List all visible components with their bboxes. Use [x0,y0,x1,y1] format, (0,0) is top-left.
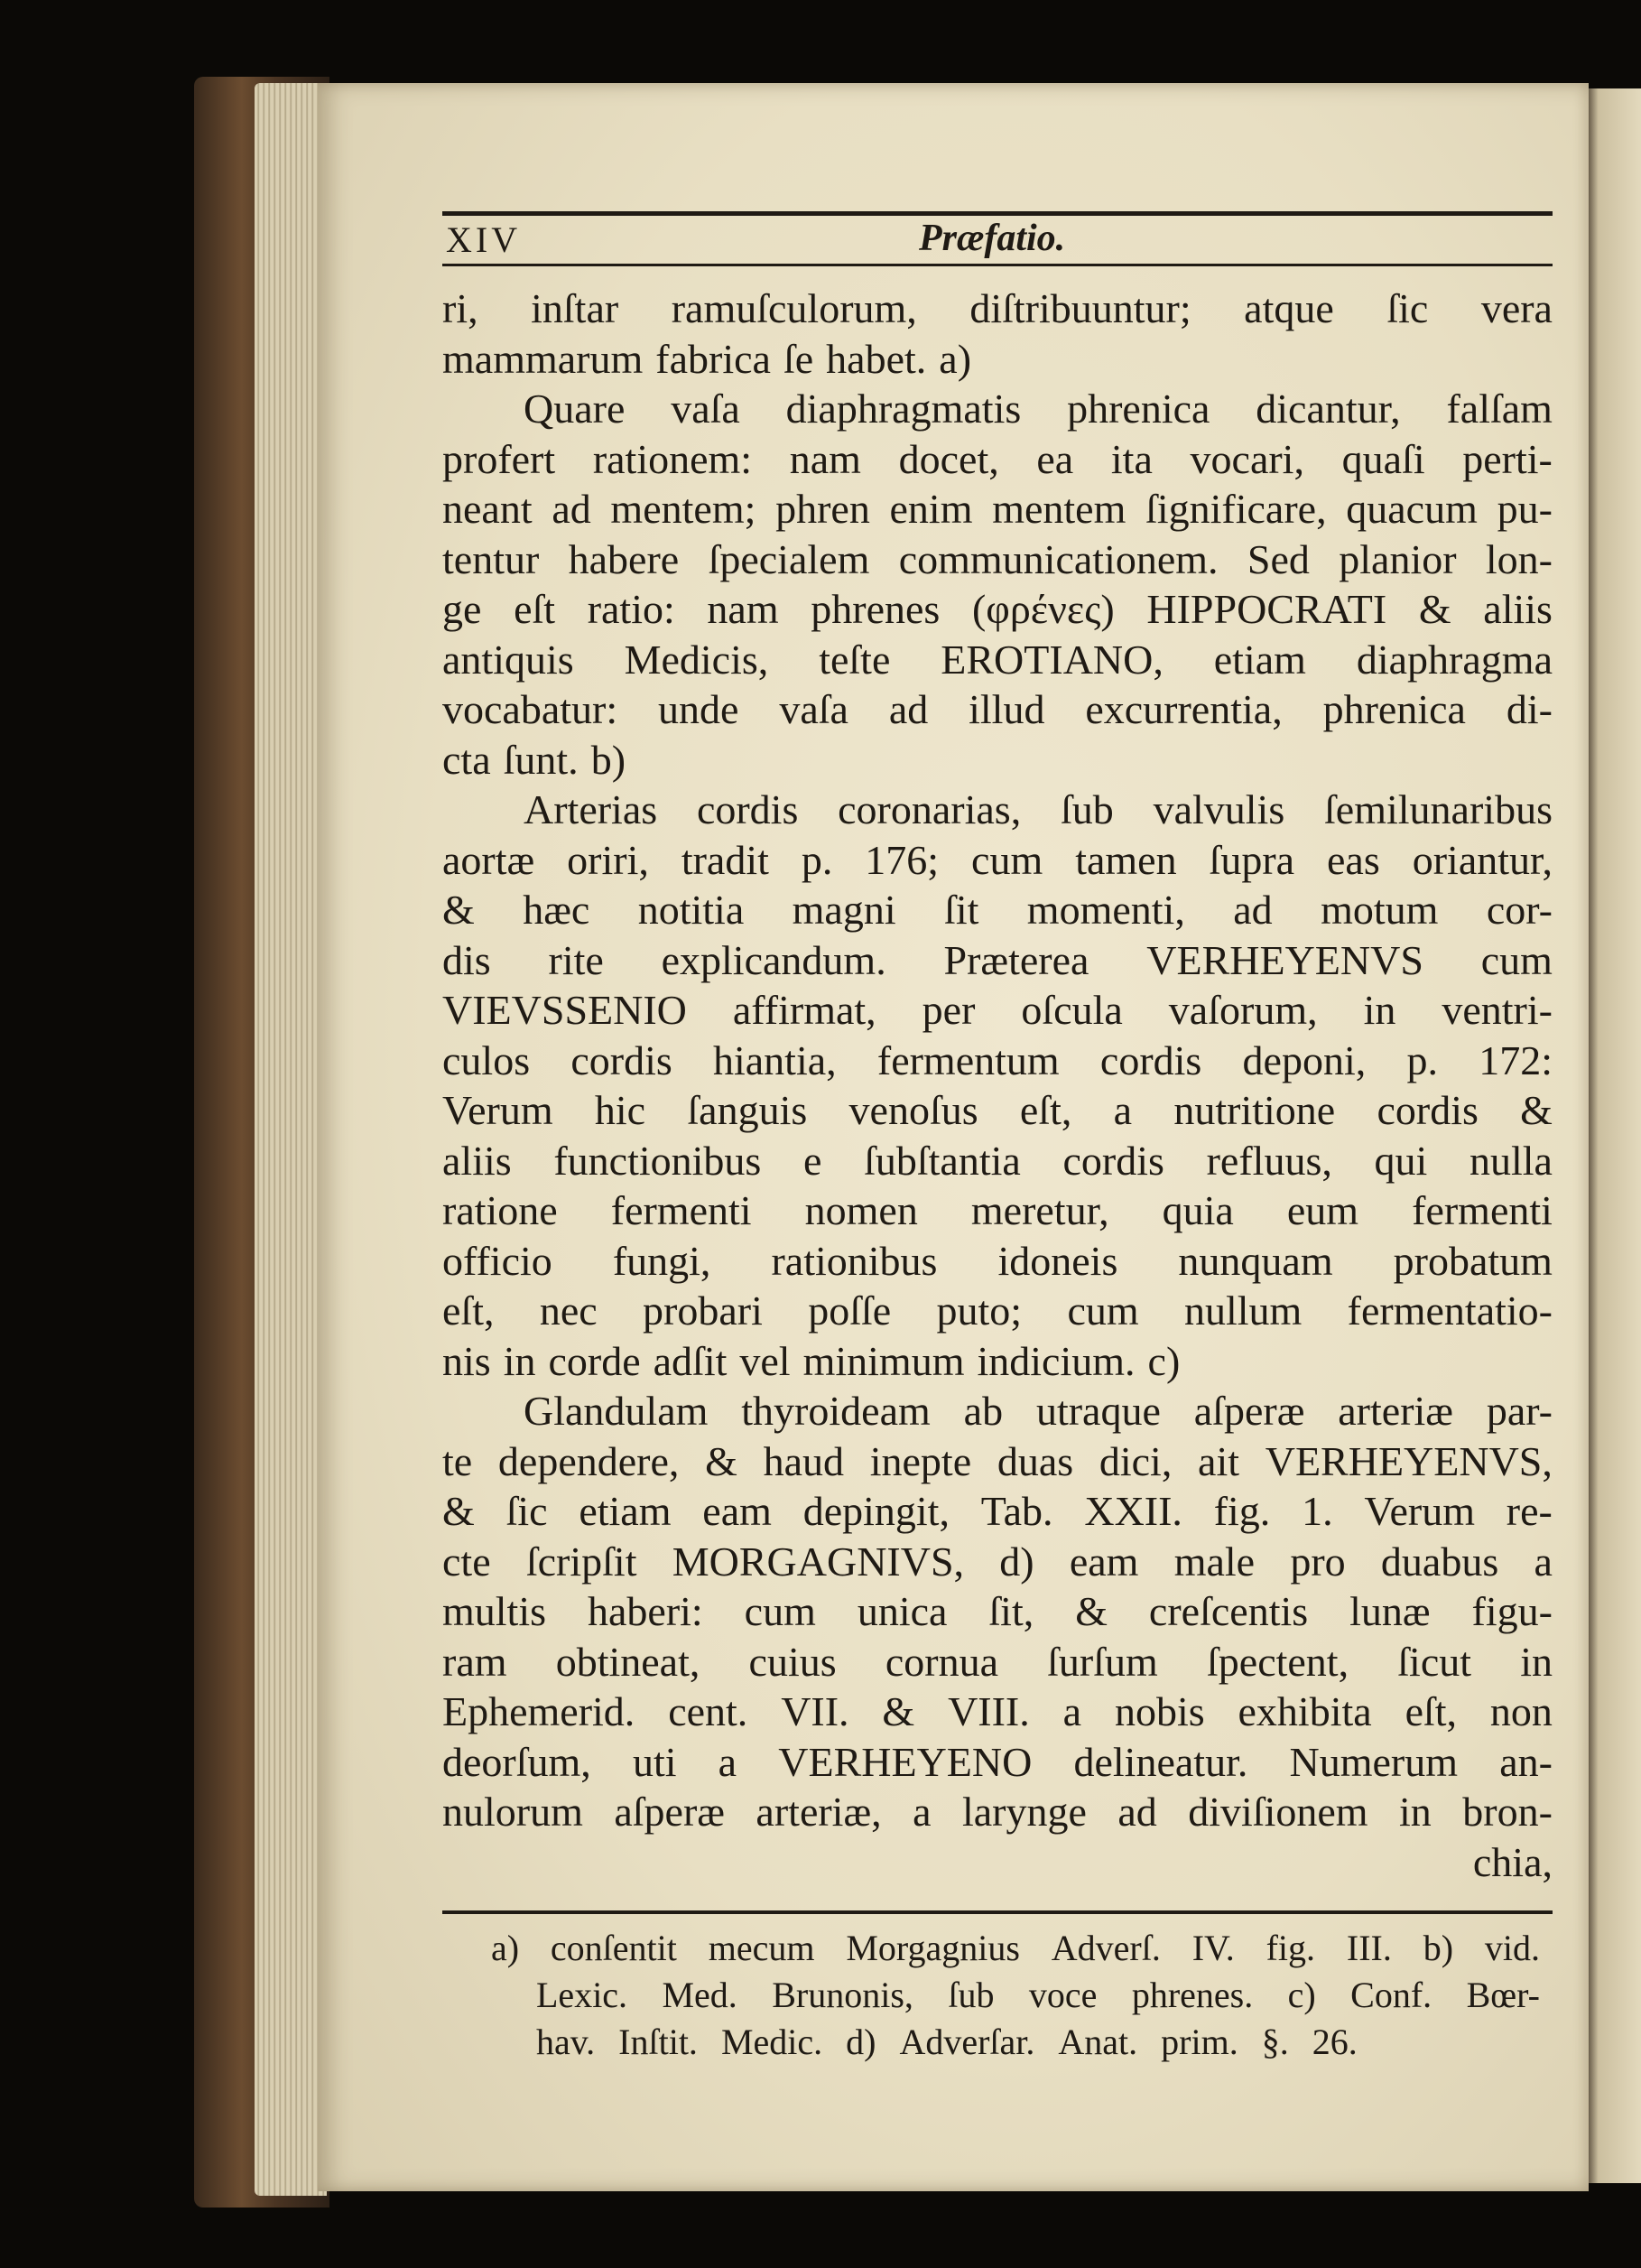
footnote-line: Lexic. Med. Brunonis, ſub voce phrenes. c) Conf. Bœr- [536,1975,1540,2015]
page-number: XIV [446,219,522,260]
text-line: chia, [1472,1838,1553,1885]
text-line: eſt, nec probari poſſe puto; cum nullum fermentatio- [442,1287,1553,1334]
text-line: ri, inſtar ramuſculorum, diſtribuuntur; atque ſic vera [442,285,1553,331]
text-line: multis haberi: cum unica ſit, & creſcentis lunæ figu- [442,1588,1553,1634]
text-line: Glandulam thyroideam ab utraque aſperæ arteriæ par- [524,1388,1553,1434]
header-rule-bottom [442,264,1553,266]
text-line: aortæ oriri, tradit p. 176; cum tamen ſupra eas oriantur, [442,836,1553,883]
main-text [442,284,1553,1887]
text-line: culos cordis hiantia, fermentum cordis deponi, p. 172: [442,1036,1553,1083]
text-line: aliis functionibus e ſubſtantia cordis refluus, qui nulla [442,1137,1553,1184]
text-line: Ephemerid. cent. VII. & VIII. a nobis exhibita eſt, non [442,1688,1553,1734]
text-line: deorſum, uti a VERHEYENO delineatur. Numerum an- [442,1738,1553,1785]
page-edges [255,83,327,2196]
text-line: ratione fermenti nomen meretur, quia eum fermenti [442,1187,1553,1233]
text-line: Verum hic ſanguis venoſus eſt, a nutritione cordis & [442,1087,1553,1133]
text-line: ram obtineat, cuius cornua ſurſum ſpectent, ſicut in [442,1638,1553,1685]
text-line: tentur habere ſpecialem communicationem. Sed planior lon- [442,535,1553,582]
text-line: & hæc notitia magni ſit momenti, ad motum cor- [442,887,1553,933]
text-line: & ſic etiam eam depingit, Tab. XXII. fig. 1. Verum re- [442,1488,1553,1534]
text-line: officio fungi, rationibus idoneis nunquam probatum [442,1237,1553,1284]
facing-page-edge [1584,88,1641,2183]
page-text-block [442,206,1553,2066]
footnotes [442,1925,1553,2066]
header-rule-top [442,211,1553,216]
text-line: Quare vaſa diaphragmatis phrenica dicantur, falſam [524,386,1553,432]
text-line: neant ad mentem; phren enim mentem ſignificare, quacum pu- [442,486,1553,532]
text-line: nulorum aſperæ arteriæ, a larynge ad diviſionem in bron- [442,1789,1553,1835]
text-line: VIEVSSENIO affirmat, per oſcula vaſorum, in ventri- [442,987,1553,1033]
text-line: profert rationem: nam docet, ea ita vocari, quaſi perti- [442,435,1553,482]
text-line: cte ſcripſit MORGAGNIVS, d) eam male pro duabus a [442,1538,1553,1585]
footnote-line: hav. Inſtit. Medic. d) Adverſar. Anat. prim. §. 26. [536,2022,1358,2062]
text-line: cta ſunt. b) [442,736,626,783]
running-title: Præfatio. [919,218,1066,259]
footnote-rule [442,1910,1553,1914]
text-line: antiquis Medicis, teſte EROTIANO, etiam diaphragma [442,636,1553,683]
text-line: ge eſt ratio: nam phrenes (φρένες) HIPPOCRATI & aliis [442,586,1553,632]
text-line: vocabatur: unde vaſa ad illud excurrentia, phrenica di- [442,686,1553,732]
page-header [442,206,1553,262]
footnote-line: a) conſentit mecum Morgagnius Adverſ. IV. fig. III. b) vid. [491,1928,1540,1968]
text-line: te dependere, & haud inepte duas dici, ait VERHEYENVS, [442,1437,1553,1484]
text-line: Arterias cordis coronarias, ſub valvulis ſemilunaribus [524,786,1553,832]
text-line: mammarum fabrica ſe habet. a) [442,335,972,382]
text-line: dis rite explicandum. Præterea VERHEYENVS cum [442,936,1553,983]
text-line: nis in corde adſit vel minimum indicium. c) [442,1337,1181,1384]
